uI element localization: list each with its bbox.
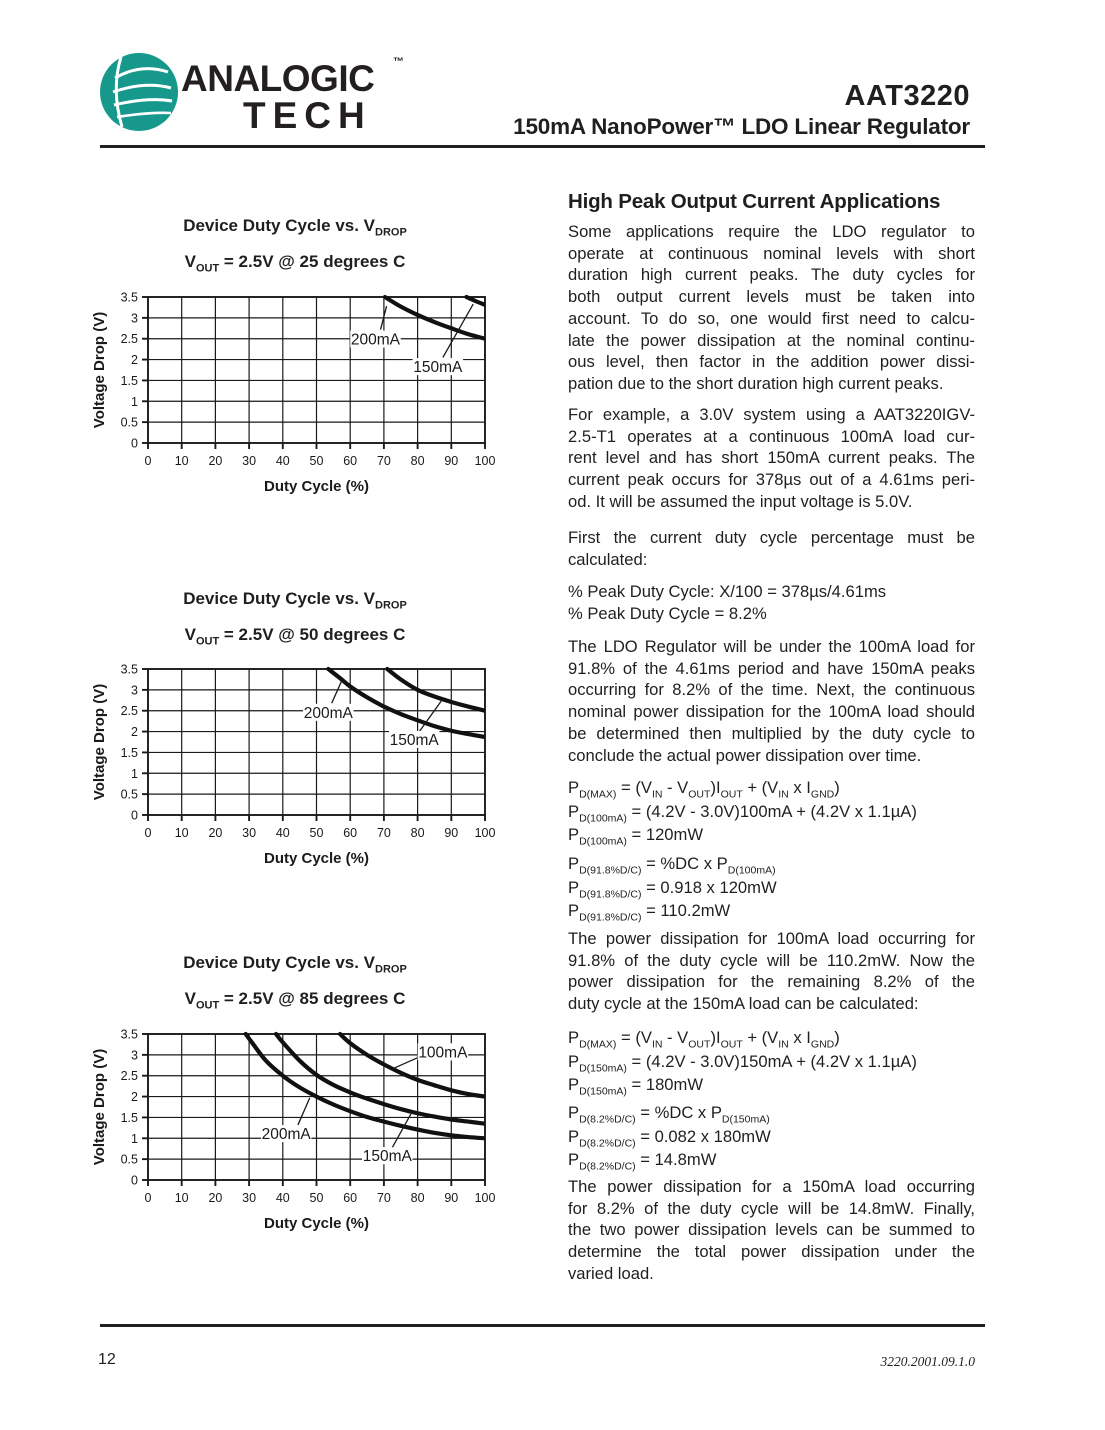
- svg-text:0.5: 0.5: [120, 415, 138, 430]
- paragraph-5: [568, 928, 975, 1015]
- svg-text:2: 2: [131, 1090, 138, 1105]
- curve-annotations: [350, 304, 473, 376]
- text-line: od. It will be assumed the input voltage is 5.0V.: [568, 491, 913, 511]
- text-line: account. To do so, one would first need to calcu-: [568, 308, 975, 328]
- svg-text:2: 2: [131, 725, 138, 740]
- text-line: $P_{D(100mA)} = (4.2V - 3.0V)100mA + (4.2V$ x 1.1µA): [568, 801, 917, 824]
- svg-text:0.5: 0.5: [120, 1152, 138, 1167]
- text-line: $P_{D(100mA)} = 120mW$: [568, 825, 704, 848]
- text-line: occurring for 8.2% of the time. Next, the continuous: [568, 680, 975, 700]
- svg-text:80: 80: [410, 1191, 425, 1205]
- svg-text:40: 40: [275, 826, 290, 840]
- svg-text:1.5: 1.5: [120, 373, 138, 388]
- x-axis-label: Duty Cycle (%): [263, 1215, 370, 1232]
- text-line: $P_{D(8.2\%D/C)} = 14.8mW$: [568, 1150, 717, 1173]
- chart3-subtitle: $V_{OUT} = 2.5V$ @ 85 degrees C: [184, 989, 406, 1012]
- svg-text:80: 80: [410, 826, 425, 840]
- chart1-duty-cycle-vs-vdrop-25c: [80, 285, 500, 505]
- text-line: 91.8% of the duty cycle will be 110.2mW. Now the: [568, 950, 975, 970]
- svg-text:0: 0: [144, 826, 152, 840]
- svg-text:80: 80: [410, 454, 425, 468]
- curve-label-100mA: 100mA: [418, 1044, 468, 1062]
- svg-text:1.5: 1.5: [120, 1110, 138, 1125]
- svg-text:10: 10: [174, 826, 189, 840]
- svg-text:90: 90: [444, 454, 459, 468]
- text-line: both output current levels must be taken into: [568, 287, 975, 307]
- text-line: The LDO Regulator will be under the 100mA load for: [568, 637, 975, 656]
- tick-labels: [121, 291, 496, 469]
- svg-text:0: 0: [131, 1173, 138, 1188]
- header-rule: [100, 145, 985, 148]
- svg-text:0.5: 0.5: [120, 787, 138, 802]
- chart-canvas: [80, 285, 500, 500]
- product-title: 150mA NanoPower™ LDO Linear Regulator: [513, 114, 970, 139]
- text-line: The power dissipation for a 150mA load occurring: [568, 1177, 975, 1196]
- text-line: determine the total power dissipation under the: [568, 1242, 975, 1262]
- svg-text:2.5: 2.5: [120, 332, 138, 347]
- svg-text:50: 50: [309, 1191, 324, 1205]
- page-number: 12: [98, 1351, 116, 1368]
- svg-text:30: 30: [242, 1191, 257, 1205]
- text-line: the two power dissipation levels can be summed to: [568, 1220, 975, 1240]
- chart2-title-block: [85, 584, 505, 657]
- curve-label-150mA: 150mA: [389, 731, 439, 749]
- svg-text:30: 30: [242, 826, 257, 840]
- curve-label-150mA: 150mA: [413, 359, 463, 377]
- brand-wordmark-line2: TECH: [243, 95, 372, 136]
- x-axis-label: Duty Cycle (%): [263, 478, 370, 495]
- equation-pd-150ma: [568, 1026, 975, 1097]
- svg-text:1: 1: [131, 1131, 138, 1146]
- text-line: 91.8% of the 4.61ms period and have 150mA peaks: [568, 658, 975, 678]
- svg-text:90: 90: [444, 1191, 459, 1205]
- svg-text:10: 10: [174, 1191, 189, 1205]
- svg-text:0: 0: [131, 808, 138, 823]
- svg-text:0: 0: [144, 454, 152, 468]
- text-line: For example, a 3.0V system using a AAT3220IGV-: [568, 405, 975, 424]
- chart-canvas: [80, 657, 500, 872]
- text-line: $P_{D(150mA)} = (4.2V - 3.0V)150mA + (4.2V$ x 1.1µA): [568, 1051, 917, 1074]
- text-line: power dissipation for the remaining 8.2% of the: [568, 972, 975, 992]
- svg-text:20: 20: [208, 1191, 223, 1205]
- chart1-title: Device Duty Cycle vs. $V_{DROP}$: [183, 216, 407, 239]
- svg-text:10: 10: [174, 454, 189, 468]
- text-line: for 8.2% of the duty cycle will be 14.8mW. Finally,: [568, 1198, 975, 1218]
- svg-text:70: 70: [376, 1191, 391, 1205]
- paragraph-2: [568, 404, 975, 513]
- document-version: 3220.2001.09.1.0: [880, 1354, 975, 1369]
- chart-canvas: [80, 1022, 500, 1237]
- chart2-subtitle: $V_{OUT} = 2.5V$ @ 50 degrees C: [184, 625, 406, 648]
- svg-text:2.5: 2.5: [120, 1069, 138, 1084]
- text-line: % Peak Duty Cycle = 8.2%: [568, 604, 767, 623]
- svg-text:100: 100: [474, 1191, 496, 1205]
- y-axis-label: Voltage Drop (V): [91, 683, 108, 801]
- svg-text:60: 60: [343, 1191, 358, 1205]
- svg-text:40: 40: [275, 1191, 290, 1205]
- curve-label-200mA: 200mA: [261, 1126, 311, 1144]
- chart1-subtitle: $V_{OUT} = 2.5V$ @ 25 degrees C: [184, 252, 406, 275]
- svg-text:30: 30: [242, 454, 257, 468]
- curve-label-150mA: 150mA: [362, 1148, 412, 1166]
- text-line: calculated:: [568, 549, 648, 569]
- svg-text:3.5: 3.5: [120, 662, 138, 677]
- text-line: 2.5-T1 operates at a continuous 100mA load cur-: [568, 426, 975, 446]
- text-line: $P_{D(91.8\%D/C)} = 110.2mW$: [568, 901, 731, 924]
- text-line: pation due to the short duration high current peaks.: [568, 373, 944, 393]
- y-axis-label: Voltage Drop (V): [91, 1048, 108, 1166]
- text-line: First the current duty cycle percentage must be: [568, 528, 975, 547]
- svg-text:3: 3: [131, 311, 138, 326]
- analogictech-logo-icon: [98, 51, 180, 133]
- svg-text:60: 60: [343, 454, 358, 468]
- curve-150mA: [466, 297, 485, 305]
- curve-label-200mA: 200mA: [350, 331, 401, 349]
- svg-text:3: 3: [131, 1048, 138, 1063]
- svg-text:60: 60: [343, 826, 358, 840]
- svg-text:3.5: 3.5: [120, 290, 138, 305]
- text-line: $P_{D(MAX)} = (V_{IN} - V_{OUT})I_{OUT} + (V_{IN}$ x $I_{GND}$): [568, 1028, 840, 1051]
- text-line: be determined then multiplied by the duty cycle to: [568, 723, 975, 743]
- text-line: Some applications require the LDO regulator to: [568, 222, 975, 241]
- part-number: AAT3220: [844, 80, 970, 112]
- equation-pd-100ma: [568, 776, 975, 847]
- text-line: rent level and has short 150mA current peaks. The: [568, 448, 975, 468]
- text-line: duty cycle at the 150mA load can be calculated:: [568, 994, 919, 1014]
- svg-text:3: 3: [131, 683, 138, 698]
- svg-text:1: 1: [131, 394, 138, 409]
- text-line: $P_{D(91.8\%D/C)} = \%DC$ x $P_{D(100mA)}$: [568, 854, 776, 877]
- text-line: $P_{D(91.8\%D/C)} = 0.918$ x 120mW: [568, 877, 777, 900]
- svg-text:2: 2: [131, 353, 138, 368]
- footer-rule: [100, 1324, 985, 1327]
- text-line: conclude the actual power dissipation over time.: [568, 745, 922, 765]
- svg-text:1: 1: [131, 766, 138, 781]
- text-line: $P_{D(150mA)} = 180mW$: [568, 1075, 704, 1098]
- text-line: late the power dissipation at the nominal continu-: [568, 330, 975, 350]
- tick-labels: [121, 663, 496, 841]
- brand-wordmark-line1: ANALOGIC: [181, 58, 375, 99]
- equation-pd-91-8-duty: [568, 852, 975, 923]
- chart3-duty-cycle-vs-vdrop-85c: [80, 1022, 500, 1242]
- text-line: $P_{D(MAX)} = (V_{IN} - V_{OUT})I_{OUT} + (V_{IN}$ x $I_{GND}$): [568, 778, 840, 801]
- svg-text:0: 0: [144, 1191, 152, 1205]
- paragraph-1: [568, 221, 975, 395]
- equation-peak-duty-cycle: [568, 581, 975, 625]
- svg-text:40: 40: [275, 454, 290, 468]
- svg-text:70: 70: [376, 454, 391, 468]
- svg-text:50: 50: [309, 826, 324, 840]
- chart2-title: Device Duty Cycle vs. $V_{DROP}$: [183, 589, 407, 612]
- text-line: ous level, then factor in the addition power dissi-: [568, 352, 975, 372]
- svg-text:70: 70: [376, 826, 391, 840]
- chart3-title-block: [85, 948, 505, 1021]
- text-line: operate at continuous nominal levels with short: [568, 243, 975, 263]
- paragraph-6: [568, 1176, 975, 1285]
- text-line: $P_{D(8.2\%D/C)} = \%DC$ x $P_{D(150mA)}$: [568, 1103, 770, 1126]
- chart2-duty-cycle-vs-vdrop-50c: [80, 657, 500, 877]
- text-line: % Peak Duty Cycle: X/100 = 378µs/4.61ms: [568, 582, 887, 601]
- text-line: current peak occurs for 378µs out of a 4.61ms peri-: [568, 470, 975, 490]
- text-line: varied load.: [568, 1263, 654, 1283]
- chart3-title: Device Duty Cycle vs. $V_{DROP}$: [183, 953, 407, 976]
- svg-text:50: 50: [309, 454, 324, 468]
- svg-text:20: 20: [208, 826, 223, 840]
- text-line: duration high current peaks. The duty cycles for: [568, 265, 975, 285]
- paragraph-4: [568, 636, 975, 766]
- text-line: The power dissipation for 100mA load occurring for: [568, 929, 975, 948]
- equation-pd-8-2-duty: [568, 1101, 975, 1172]
- svg-text:2.5: 2.5: [120, 704, 138, 719]
- y-axis-label: Voltage Drop (V): [91, 311, 108, 429]
- section-heading: High Peak Output Current Applications: [568, 190, 941, 213]
- svg-text:100: 100: [474, 454, 496, 468]
- svg-text:1.5: 1.5: [120, 745, 138, 760]
- brand-trademark: ™: [393, 56, 404, 68]
- curves: [328, 669, 485, 737]
- curve-label-200mA: 200mA: [303, 704, 353, 722]
- text-line: nominal power dissipation for the 100mA load should: [568, 702, 975, 722]
- svg-text:20: 20: [208, 454, 223, 468]
- paragraph-3: [568, 527, 975, 570]
- svg-text:3.5: 3.5: [120, 1027, 138, 1042]
- x-axis-label: Duty Cycle (%): [263, 850, 370, 867]
- svg-text:100: 100: [474, 826, 496, 840]
- svg-text:0: 0: [131, 436, 138, 451]
- curve-annotations: [261, 1043, 468, 1165]
- svg-text:90: 90: [444, 826, 459, 840]
- text-line: $P_{D(8.2\%D/C)} = 0.082$ x 180mW: [568, 1126, 771, 1149]
- chart1-title-block: [85, 211, 505, 284]
